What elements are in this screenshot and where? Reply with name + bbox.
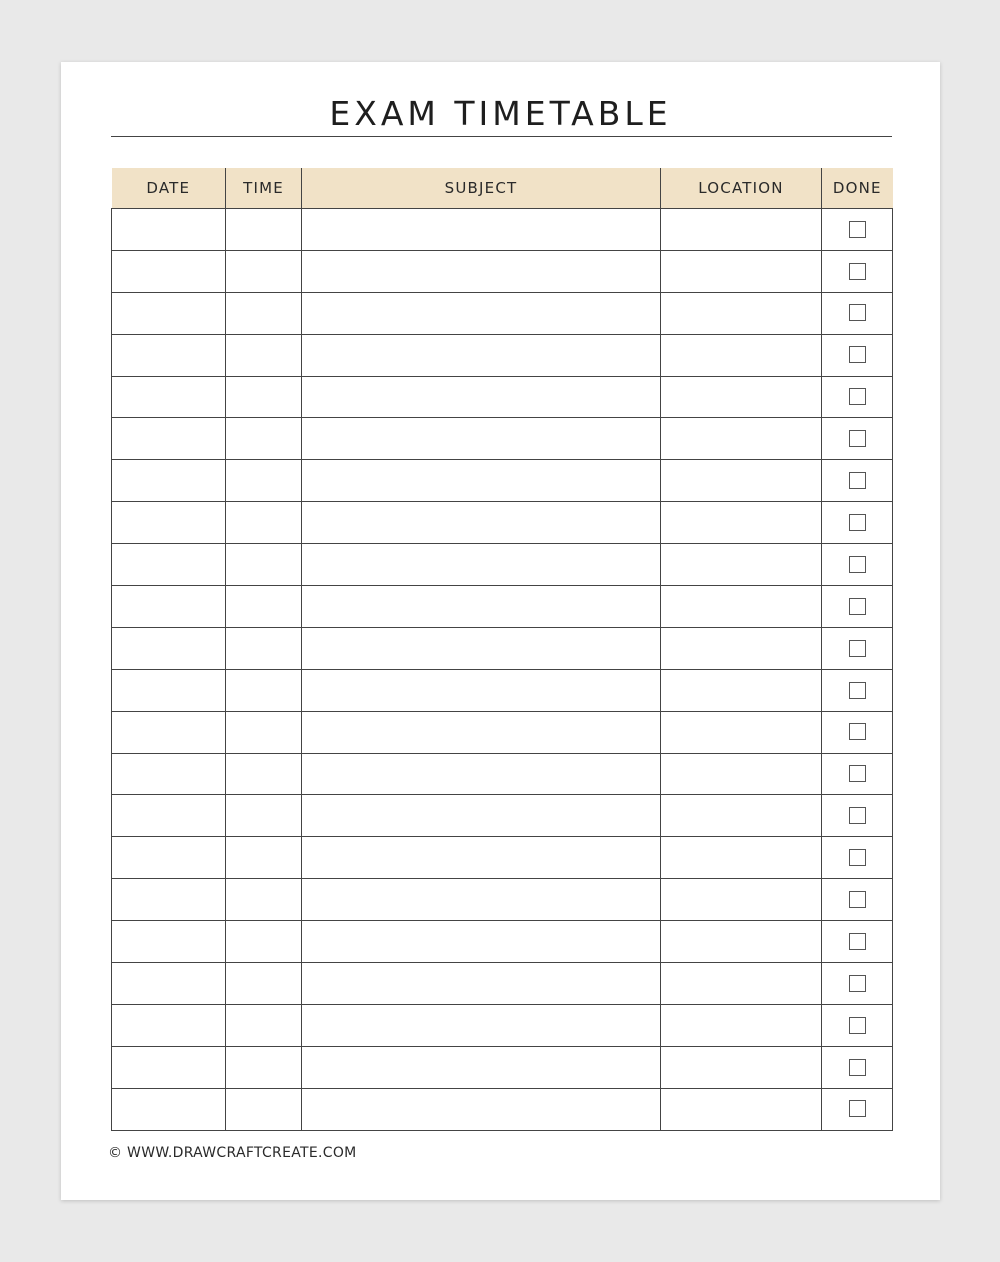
done-checkbox[interactable] bbox=[849, 514, 866, 531]
cell-location[interactable] bbox=[661, 627, 822, 669]
cell-time[interactable] bbox=[226, 460, 302, 502]
cell-date[interactable] bbox=[112, 209, 226, 251]
cell-time[interactable] bbox=[226, 795, 302, 837]
cell-subject[interactable] bbox=[302, 921, 661, 963]
cell-date[interactable] bbox=[112, 544, 226, 586]
done-checkbox[interactable] bbox=[849, 472, 866, 489]
done-checkbox[interactable] bbox=[849, 640, 866, 657]
cell-time[interactable] bbox=[226, 669, 302, 711]
cell-done bbox=[822, 334, 893, 376]
cell-location[interactable] bbox=[661, 376, 822, 418]
done-checkbox[interactable] bbox=[849, 765, 866, 782]
cell-subject[interactable] bbox=[302, 418, 661, 460]
cell-done bbox=[822, 795, 893, 837]
table-row bbox=[112, 627, 893, 669]
cell-subject[interactable] bbox=[302, 753, 661, 795]
cell-location[interactable] bbox=[661, 669, 822, 711]
cell-done bbox=[822, 418, 893, 460]
cell-subject[interactable] bbox=[302, 795, 661, 837]
cell-subject[interactable] bbox=[302, 1088, 661, 1130]
cell-time[interactable] bbox=[226, 334, 302, 376]
cell-date[interactable] bbox=[112, 502, 226, 544]
cell-done bbox=[822, 376, 893, 418]
cell-done bbox=[822, 669, 893, 711]
cell-location[interactable] bbox=[661, 209, 822, 251]
cell-subject[interactable] bbox=[302, 1004, 661, 1046]
cell-date[interactable] bbox=[112, 292, 226, 334]
cell-date[interactable] bbox=[112, 250, 226, 292]
cell-subject[interactable] bbox=[302, 376, 661, 418]
cell-location[interactable] bbox=[661, 795, 822, 837]
table-row bbox=[112, 376, 893, 418]
table-row bbox=[112, 1088, 893, 1130]
cell-time[interactable] bbox=[226, 250, 302, 292]
done-checkbox[interactable] bbox=[849, 891, 866, 908]
cell-time[interactable] bbox=[226, 627, 302, 669]
column-header-location: LOCATION bbox=[661, 168, 822, 209]
done-checkbox[interactable] bbox=[849, 556, 866, 573]
cell-subject[interactable] bbox=[302, 963, 661, 1005]
cell-location[interactable] bbox=[661, 334, 822, 376]
cell-location[interactable] bbox=[661, 1088, 822, 1130]
done-checkbox[interactable] bbox=[849, 388, 866, 405]
done-checkbox[interactable] bbox=[849, 1017, 866, 1034]
title-underline bbox=[111, 136, 892, 137]
cell-done bbox=[822, 544, 893, 586]
table-row bbox=[112, 586, 893, 628]
table-row bbox=[112, 502, 893, 544]
cell-time[interactable] bbox=[226, 879, 302, 921]
done-checkbox[interactable] bbox=[849, 723, 866, 740]
cell-subject[interactable] bbox=[302, 250, 661, 292]
cell-subject[interactable] bbox=[302, 837, 661, 879]
cell-location[interactable] bbox=[661, 292, 822, 334]
cell-time[interactable] bbox=[226, 711, 302, 753]
cell-subject[interactable] bbox=[302, 669, 661, 711]
cell-date[interactable] bbox=[112, 963, 226, 1005]
table-body bbox=[112, 209, 893, 1131]
cell-done bbox=[822, 1046, 893, 1088]
table-row bbox=[112, 418, 893, 460]
copyright-footer: © WWW.DRAWCRAFTCREATE.COM bbox=[108, 1145, 357, 1161]
printable-sheet bbox=[61, 62, 940, 1200]
cell-location[interactable] bbox=[661, 250, 822, 292]
table-row bbox=[112, 292, 893, 334]
cell-location[interactable] bbox=[661, 502, 822, 544]
done-checkbox[interactable] bbox=[849, 1100, 866, 1117]
cell-time[interactable] bbox=[226, 1088, 302, 1130]
cell-time[interactable] bbox=[226, 292, 302, 334]
column-header-subject: SUBJECT bbox=[302, 168, 661, 209]
cell-time[interactable] bbox=[226, 586, 302, 628]
cell-date[interactable] bbox=[112, 376, 226, 418]
done-checkbox[interactable] bbox=[849, 807, 866, 824]
cell-date[interactable] bbox=[112, 460, 226, 502]
cell-done bbox=[822, 837, 893, 879]
cell-date[interactable] bbox=[112, 586, 226, 628]
cell-subject[interactable] bbox=[302, 711, 661, 753]
cell-subject[interactable] bbox=[302, 586, 661, 628]
cell-location[interactable] bbox=[661, 711, 822, 753]
table-row bbox=[112, 1046, 893, 1088]
cell-done bbox=[822, 1088, 893, 1130]
cell-date[interactable] bbox=[112, 669, 226, 711]
table-row bbox=[112, 753, 893, 795]
cell-date[interactable] bbox=[112, 753, 226, 795]
done-checkbox[interactable] bbox=[849, 221, 866, 238]
table-row bbox=[112, 209, 893, 251]
cell-date[interactable] bbox=[112, 921, 226, 963]
cell-date[interactable] bbox=[112, 879, 226, 921]
page-title: EXAM TIMETABLE bbox=[329, 94, 672, 133]
table-row bbox=[112, 250, 893, 292]
cell-location[interactable] bbox=[661, 963, 822, 1005]
table-row bbox=[112, 879, 893, 921]
cell-done bbox=[822, 921, 893, 963]
cell-location[interactable] bbox=[661, 544, 822, 586]
done-checkbox[interactable] bbox=[849, 849, 866, 866]
cell-location[interactable] bbox=[661, 1046, 822, 1088]
table-header-row bbox=[112, 168, 893, 209]
cell-location[interactable] bbox=[661, 837, 822, 879]
cell-location[interactable] bbox=[661, 1004, 822, 1046]
table-row bbox=[112, 711, 893, 753]
cell-location[interactable] bbox=[661, 586, 822, 628]
column-header-done: DONE bbox=[822, 168, 893, 209]
cell-time[interactable] bbox=[226, 502, 302, 544]
cell-date[interactable] bbox=[112, 1088, 226, 1130]
cell-time[interactable] bbox=[226, 1046, 302, 1088]
cell-subject[interactable] bbox=[302, 502, 661, 544]
table-row bbox=[112, 669, 893, 711]
cell-subject[interactable] bbox=[302, 460, 661, 502]
cell-time[interactable] bbox=[226, 921, 302, 963]
done-checkbox[interactable] bbox=[849, 304, 866, 321]
cell-subject[interactable] bbox=[302, 292, 661, 334]
cell-done bbox=[822, 963, 893, 1005]
cell-time[interactable] bbox=[226, 963, 302, 1005]
done-checkbox[interactable] bbox=[849, 1059, 866, 1076]
exam-timetable-table bbox=[111, 168, 893, 1131]
done-checkbox[interactable] bbox=[849, 346, 866, 363]
table-row bbox=[112, 460, 893, 502]
cell-done bbox=[822, 879, 893, 921]
cell-time[interactable] bbox=[226, 1004, 302, 1046]
cell-done bbox=[822, 753, 893, 795]
done-checkbox[interactable] bbox=[849, 598, 866, 615]
table-row bbox=[112, 795, 893, 837]
cell-done bbox=[822, 209, 893, 251]
table-row bbox=[112, 921, 893, 963]
cell-date[interactable] bbox=[112, 795, 226, 837]
cell-subject[interactable] bbox=[302, 1046, 661, 1088]
cell-date[interactable] bbox=[112, 418, 226, 460]
done-checkbox[interactable] bbox=[849, 430, 866, 447]
column-header-date: DATE bbox=[112, 168, 226, 209]
cell-date[interactable] bbox=[112, 1046, 226, 1088]
column-header-time: TIME bbox=[226, 168, 302, 209]
cell-done bbox=[822, 711, 893, 753]
table-row bbox=[112, 544, 893, 586]
cell-done bbox=[822, 292, 893, 334]
cell-date[interactable] bbox=[112, 334, 226, 376]
cell-location[interactable] bbox=[661, 753, 822, 795]
cell-location[interactable] bbox=[661, 921, 822, 963]
cell-location[interactable] bbox=[661, 879, 822, 921]
cell-time[interactable] bbox=[226, 837, 302, 879]
cell-done bbox=[822, 460, 893, 502]
cell-time[interactable] bbox=[226, 376, 302, 418]
cell-time[interactable] bbox=[226, 418, 302, 460]
done-checkbox[interactable] bbox=[849, 263, 866, 280]
cell-date[interactable] bbox=[112, 627, 226, 669]
table-row bbox=[112, 334, 893, 376]
cell-subject[interactable] bbox=[302, 544, 661, 586]
cell-subject[interactable] bbox=[302, 627, 661, 669]
cell-time[interactable] bbox=[226, 753, 302, 795]
table-row bbox=[112, 1004, 893, 1046]
cell-date[interactable] bbox=[112, 1004, 226, 1046]
cell-location[interactable] bbox=[661, 460, 822, 502]
cell-date[interactable] bbox=[112, 837, 226, 879]
done-checkbox[interactable] bbox=[849, 975, 866, 992]
cell-subject[interactable] bbox=[302, 879, 661, 921]
table-row bbox=[112, 837, 893, 879]
cell-done bbox=[822, 1004, 893, 1046]
cell-location[interactable] bbox=[661, 418, 822, 460]
table-row bbox=[112, 963, 893, 1005]
cell-done bbox=[822, 586, 893, 628]
cell-date[interactable] bbox=[112, 711, 226, 753]
cell-subject[interactable] bbox=[302, 334, 661, 376]
done-checkbox[interactable] bbox=[849, 933, 866, 950]
cell-time[interactable] bbox=[226, 544, 302, 586]
cell-subject[interactable] bbox=[302, 209, 661, 251]
cell-done bbox=[822, 502, 893, 544]
cell-done bbox=[822, 627, 893, 669]
cell-time[interactable] bbox=[226, 209, 302, 251]
cell-done bbox=[822, 250, 893, 292]
done-checkbox[interactable] bbox=[849, 682, 866, 699]
